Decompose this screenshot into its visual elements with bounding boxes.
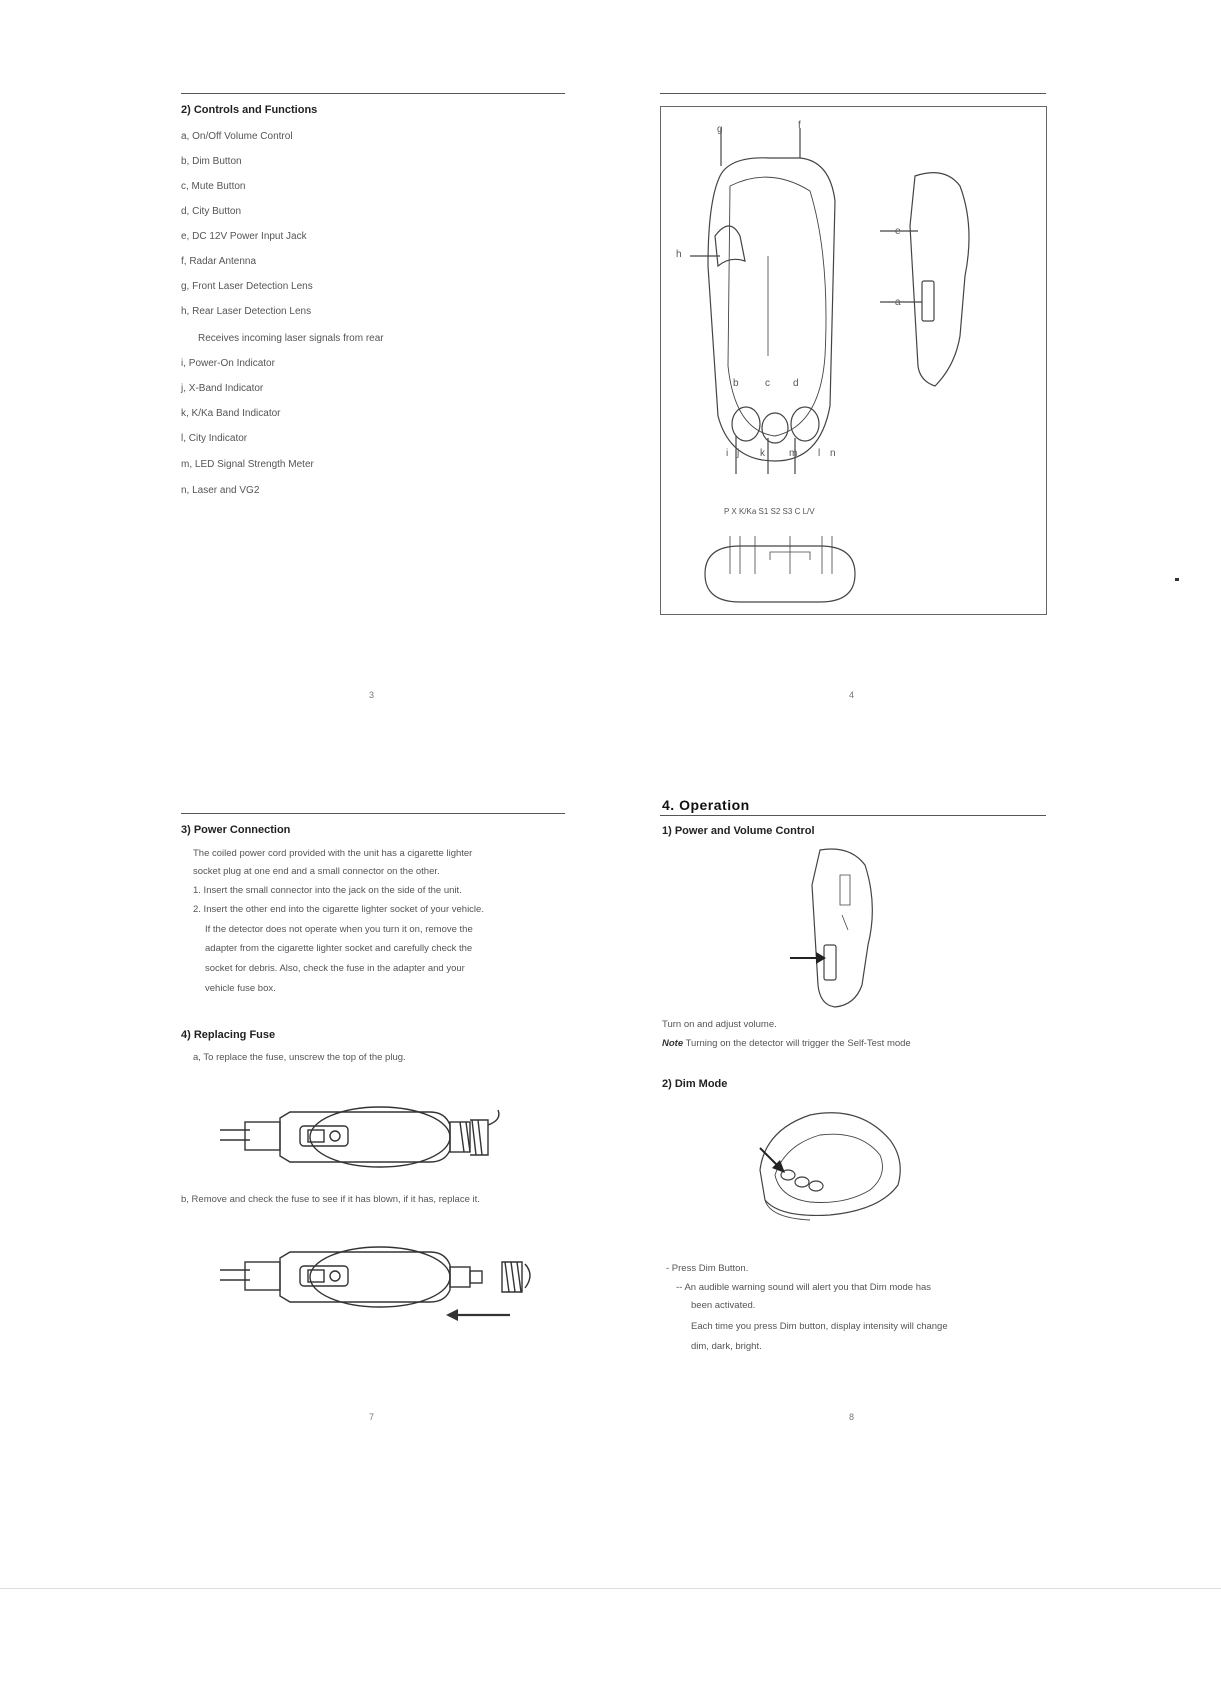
text-line: socket plug at one end and a small connector on the other. — [193, 866, 440, 877]
label-h: h — [676, 249, 682, 260]
list-item: a, On/Off Volume Control — [181, 131, 293, 142]
text-line: If the detector does not operate when you turn it on, remove the — [205, 924, 473, 935]
page3-section-title: 2) Controls and Functions — [181, 104, 318, 116]
label-b: b — [733, 378, 739, 389]
list-item: j, X-Band Indicator — [181, 383, 264, 394]
text-line: 2. Insert the other end into the cigarette lighter socket of your vehicle. — [193, 904, 484, 915]
label-m: m — [789, 448, 798, 459]
label-g: g — [717, 124, 723, 135]
list-item: l, City Indicator — [181, 433, 248, 444]
text-line: The coiled power cord provided with the unit has a cigarette lighter — [193, 848, 473, 859]
fuse-plug-illustration-1 — [220, 1100, 510, 1180]
page4-top-rule — [660, 93, 1046, 94]
label-k: k — [760, 448, 765, 459]
page8-top-rule — [660, 815, 1046, 816]
fuse-step-b: b, Remove and check the fuse to see if it has blown, if it has, replace it. — [181, 1194, 480, 1205]
list-item: i, Power-On Indicator — [181, 358, 275, 369]
label-a: a — [895, 297, 901, 308]
page3-top-rule — [181, 93, 565, 94]
label-c: c — [765, 378, 770, 389]
detector-side-view-illustration — [790, 845, 900, 1010]
note-label: Note — [662, 1038, 684, 1049]
power-connection-title: 3) Power Connection — [181, 824, 291, 836]
label-d: d — [793, 378, 799, 389]
page7-top-rule — [181, 813, 565, 814]
text-line: - Press Dim Button. — [666, 1263, 749, 1274]
text-line: socket for debris. Also, check the fuse in the adapter and your — [205, 963, 465, 974]
list-item: g, Front Laser Detection Lens — [181, 281, 313, 292]
label-l: l — [818, 448, 821, 459]
detector-top-view-illustration — [660, 106, 1045, 613]
label-e: e — [895, 226, 901, 237]
page7-number: 7 — [369, 1412, 375, 1422]
text-line: been activated. — [691, 1300, 756, 1311]
list-item-note: Receives incoming laser signals from rear — [198, 333, 384, 344]
list-item: n, Laser and VG2 — [181, 485, 260, 496]
dim-mode-title: 2) Dim Mode — [662, 1078, 728, 1090]
display-indicators: P X K/Ka S1 S2 S3 C L/V — [724, 507, 815, 516]
text-line: 1. Insert the small connector into the jack on the side of the unit. — [193, 885, 462, 896]
note-text: Turning on the detector will trigger the Self-Test mode — [683, 1038, 911, 1049]
label-n: n — [830, 448, 836, 459]
page3-number: 3 — [369, 690, 375, 700]
list-item: d, City Button — [181, 206, 242, 217]
text-line: vehicle fuse box. — [205, 983, 276, 994]
list-item: e, DC 12V Power Input Jack — [181, 231, 307, 242]
turn-on-text: Turn on and adjust volume. — [662, 1019, 777, 1030]
label-f: f — [798, 120, 801, 131]
label-j: j — [737, 448, 740, 459]
fuse-plug-illustration-2 — [220, 1240, 540, 1330]
list-item: b, Dim Button — [181, 156, 242, 167]
text-line: adapter from the cigarette lighter socket and carefully check the — [205, 943, 473, 954]
page8-number: 8 — [849, 1412, 855, 1422]
operation-title: 4. Operation — [662, 797, 750, 813]
note-line — [662, 1038, 911, 1049]
detector-dim-illustration — [750, 1100, 910, 1225]
text-line: dim, dark, bright. — [691, 1341, 762, 1352]
scan-dot — [1175, 578, 1179, 581]
list-item: f, Radar Antenna — [181, 256, 257, 267]
fuse-step-a: a, To replace the fuse, unscrew the top of the plug. — [193, 1052, 406, 1063]
replacing-fuse-title: 4) Replacing Fuse — [181, 1029, 276, 1041]
label-i: i — [726, 448, 729, 459]
scan-edge-line — [0, 1588, 1221, 1589]
page4-number: 4 — [849, 690, 855, 700]
power-volume-title: 1) Power and Volume Control — [662, 825, 815, 837]
list-item: h, Rear Laser Detection Lens — [181, 306, 312, 317]
list-item: c, Mute Button — [181, 181, 246, 192]
list-item: m, LED Signal Strength Meter — [181, 459, 314, 470]
list-item: k, K/Ka Band Indicator — [181, 408, 281, 419]
text-line: Each time you press Dim button, display intensity will change — [691, 1321, 948, 1332]
text-line: -- An audible warning sound will alert you that Dim mode has — [676, 1282, 932, 1293]
